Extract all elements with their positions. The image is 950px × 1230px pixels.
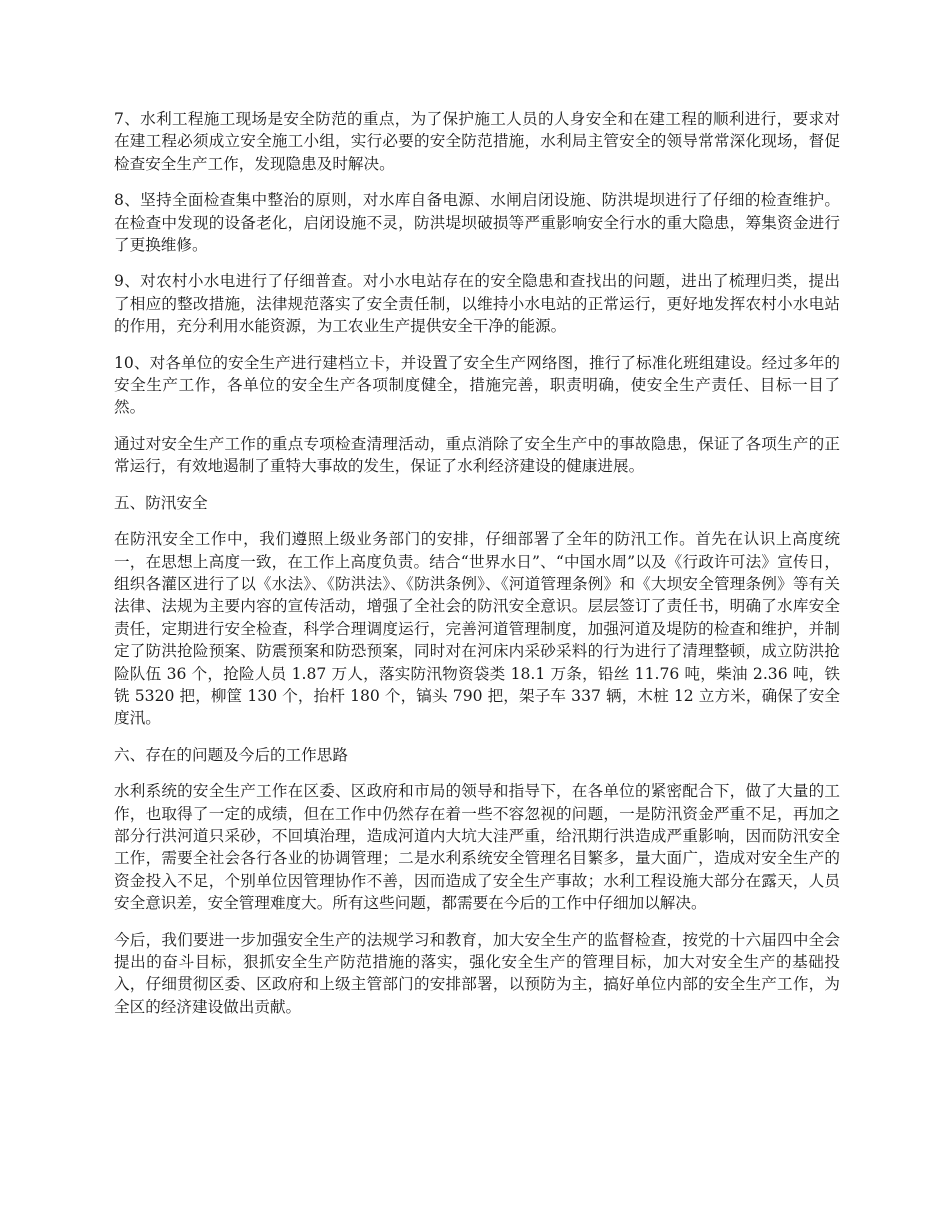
section-heading-flood-safety: 五、防汛安全: [114, 493, 208, 512]
paragraph-item-10: 10、对各单位的安全生产进行建档立卡，并设置了安全生产网络图，推行了标准化班组建设。经过多年的安全生产工作，各单位的安全生产各项制度健全，措施完善，职责明确，使安全生产责任、目标一目了然。: [114, 353, 840, 417]
paragraph-item-7: 7、水利工程施工现场是安全防范的重点，为了保护施工人员的人身安全和在建工程的顺利进行，要求对在建工程必须成立安全施工小组，实行必要的安全防范措施，水利局主管安全的领导常常深化现场，督促检查安全生产工作，发现隐患及时解决。: [114, 110, 840, 173]
paragraph-problems: 水利系统的安全生产工作在区委、区政府和市局的领导和指导下，在各单位的紧密配合下，做了大量的工作，也取得了一定的成绩，但在工作中仍然存在着一些不容忽视的问题，一是防汛资金严重不足，再加之部分行洪河道只采砂，不回填治理，造成河道内大坑大洼严重，给汛期行洪造成严重影响，因而防汛安全工作，需要全社会各行各业的协调管理；二是水利系统安全管理名目繁多，量大面广，造成对安全生产的资金投入不足，个别单位因管理协作不善，因而造成了安全生产事故；水利工程设施大部分在露天，人员安全意识差，安全管理难度大。所有这些问题，都需要在今后的工作中仔细加以解决。: [114, 782, 840, 913]
document-page: [114, 108, 840, 1032]
paragraph-summary: 通过对安全生产工作的重点专项检查清理活动，重点消除了安全生产中的事故隐患，保证了各项生产的正常运行，有效地遏制了重特大事故的发生，保证了水利经济建设的健康进展。: [114, 434, 840, 476]
paragraph-item-8: 8、坚持全面检查集中整治的原则，对水库自备电源、水闸启闭设施、防洪堤坝进行了仔细的检查维护。在检查中发现的设备老化，启闭设施不灵，防洪堤坝破损等严重影响安全行水的重大隐患，筹集资金进行了更换维修。: [114, 191, 840, 255]
section-heading-problems: 六、存在的问题及今后的工作思路: [114, 745, 348, 764]
paragraph-item-9: 9、对农村小水电进行了仔细普查。对小水电站存在的安全隐患和查找出的问题，进出了梳理归类，提出了相应的整改措施，法律规范落实了安全责任制，以维持小水电站的正常运行，更好地发挥农村小水电站的作用，充分利用水能资源，为工农业生产提供安全干净的能源。: [114, 272, 840, 336]
paragraph-flood-safety: 在防汛安全工作中，我们遵照上级业务部门的安排，仔细部署了全年的防汛工作。首先在认识上高度统一，在思想上高度一致，在工作上高度负责。结合“世界水日”、“中国水周”以及《行政许可法》宣传日，组织各灌区进行了以《水法》、《防洪法》、《防洪条例》、《河道管理条例》和《大坝安全管理条例》等有关法律、法规为主要内容的宣传活动，增强了全社会的防汛安全意识。层层签订了责任书，明确了水库安全责任，定期进行安全检查，科学合理调度运行，完善河道管理制度，加强河道及堤防的检查和维护，并制定了防洪抢险预案、防震预案和防恐预案，同时对在河床内采砂采料的行为进行了清理整顿，成立防洪抢险队伍 36 个，抢险人员 1.87 万人，落实防汛物资袋类 18.1 万条，铅丝 11.76 吨，柴油 2.36 吨，铁铣 5320 把，柳筐 130 个，抬杆 180 个，镐头 790 把，架子车 337 辆，木桩 12 立方米，确保了安全度汛。: [114, 530, 840, 728]
paragraph-future-work: 今后，我们要进一步加强安全生产的法规学习和教育，加大安全生产的监督检查，按党的十六届四中全会提出的奋斗目标，狠抓安全生产防范措施的落实，强化安全生产的管理目标，加大对安全生产的基础投入，仔细贯彻区委、区政府和上级主管部门的安排部署，以预防为主，搞好单位内部的安全生产工作，为全区的经济建设做出贡献。: [114, 930, 840, 1016]
